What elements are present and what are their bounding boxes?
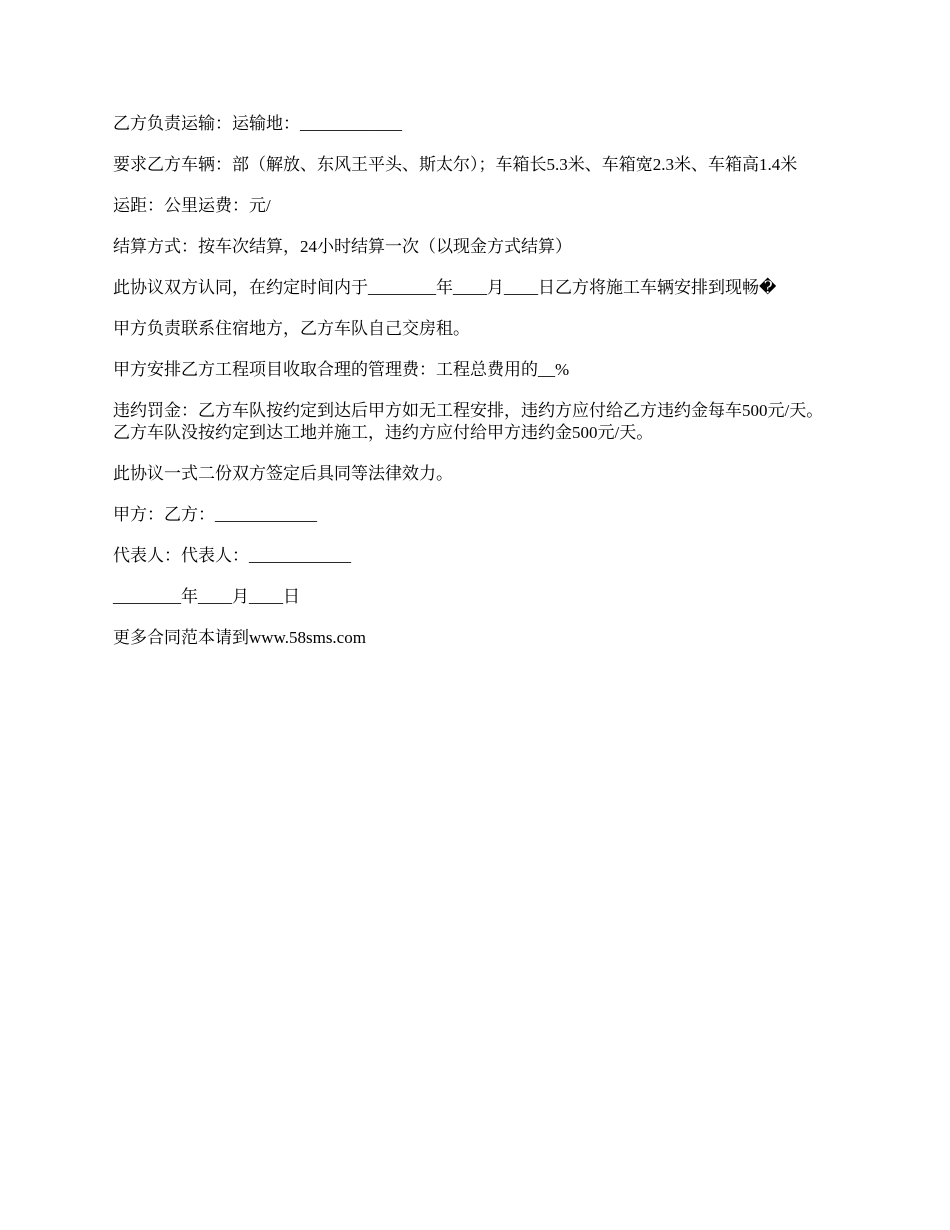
paragraph-vehicle-requirements: 要求乙方车辆：部（解放、东风王平头、斯太尔）；车箱长5.3米、车箱宽2.3米、车箱高1.4米 <box>113 155 798 174</box>
paragraph-representatives: 代表人：代表人：____________ <box>113 546 351 565</box>
paragraph-party-signatures: 甲方：乙方：____________ <box>113 505 317 524</box>
paragraph-legal-effect: 此协议一式二份双方签定后具同等法律效力。 <box>113 464 453 483</box>
paragraph-transport-location: 乙方负责运输：运输地：____________ <box>113 114 402 133</box>
paragraph-accommodation: 甲方负责联系住宿地方，乙方车队自己交房租。 <box>113 319 470 338</box>
paragraph-agreement-schedule: 此协议双方认同，在约定时间内于________年____月____日乙方将施工车辆安排到现畅� <box>113 278 777 297</box>
paragraph-settlement-method: 结算方式：按车次结算，24小时结算一次（以现金方式结算） <box>113 237 572 256</box>
document-body <box>113 113 838 668</box>
paragraph-distance-fee: 运距：公里运费：元/ <box>113 196 271 215</box>
paragraph-penalty: 违约罚金：乙方车队按约定到达后甲方如无工程安排，违约方应付给乙方违约金每车500元/天。乙方车队没按约定到达工地并施工，违约方应付给甲方违约金500元/天。 <box>113 401 824 442</box>
paragraph-more-templates: 更多合同范本请到www.58sms.com <box>113 628 366 647</box>
paragraph-management-fee: 甲方安排乙方工程项目收取合理的管理费：工程总费用的__% <box>113 360 570 379</box>
paragraph-date-line: ________年____月____日 <box>113 587 300 606</box>
